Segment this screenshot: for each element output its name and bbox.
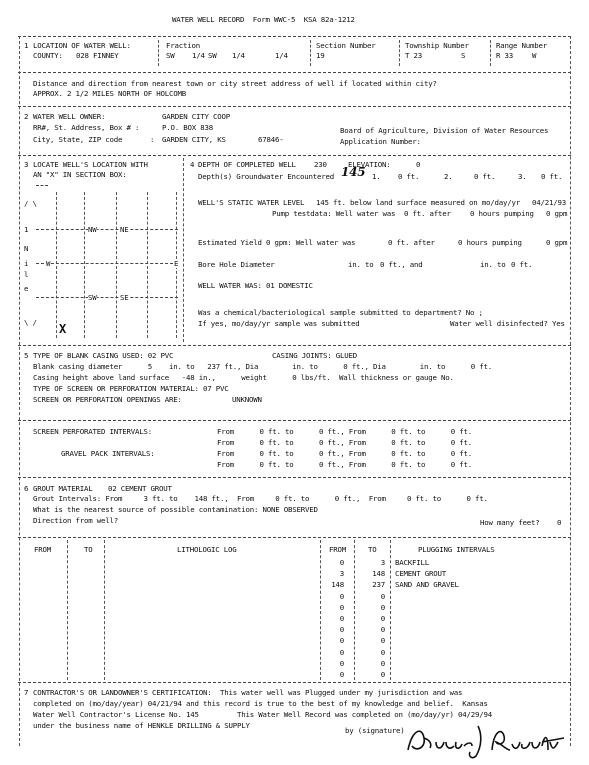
casing-joints: CASING JOINTS: GLUED bbox=[272, 351, 357, 360]
plug-desc-cell: BACKFILL bbox=[395, 558, 429, 567]
plug-to-cell: 0 bbox=[380, 658, 385, 668]
yield-value: 0 gpm: Well water was bbox=[266, 238, 356, 247]
elevation-value: 0 bbox=[416, 160, 421, 169]
s5-num: 5 bbox=[24, 351, 29, 360]
divider bbox=[18, 72, 571, 73]
log-from-header: FROM bbox=[34, 545, 51, 554]
frac3-label: 1/4 bbox=[275, 51, 288, 60]
location-x-mark: X bbox=[59, 322, 67, 336]
plug-to-cell: 0 bbox=[380, 591, 385, 601]
certification-line-3: Water Well Contractor's License No. 145 This Water Well Record was completed on (mo/day/yr) 04/29/94 bbox=[33, 710, 492, 719]
fraction-label: Fraction bbox=[166, 41, 200, 50]
pump-label: Pump testdata: Well water was bbox=[272, 209, 396, 218]
section-value: 19 bbox=[316, 51, 325, 60]
plug-from-cell: 0 bbox=[339, 558, 344, 567]
static-label: WELL'S STATIC WATER LEVEL bbox=[198, 198, 305, 207]
groundwater-label: Depth(s) Groundwater Encountered bbox=[198, 172, 334, 181]
grid-e: E bbox=[174, 259, 179, 268]
plug-to-header: TO bbox=[368, 545, 377, 554]
zip-value: 67846- bbox=[258, 135, 284, 144]
range-value: R 33 bbox=[496, 51, 513, 60]
signature-image bbox=[402, 720, 567, 760]
county-value: 028 FINNEY bbox=[76, 51, 119, 60]
plug-from-cell: 0 bbox=[339, 591, 344, 601]
grid-left-l: l bbox=[24, 270, 29, 279]
screen-openings-label: SCREEN OR PERFORATION OPENINGS ARE: bbox=[33, 395, 182, 404]
grid-left-e: e bbox=[24, 284, 29, 293]
plug-to-cell: 3 bbox=[380, 558, 385, 567]
s4-num: 4 bbox=[190, 160, 195, 169]
range-dir: W bbox=[532, 51, 537, 60]
grout-label: GROUT MATERIAL bbox=[33, 484, 93, 493]
grid-left-n: N bbox=[24, 244, 29, 253]
divider bbox=[18, 155, 571, 156]
lithologic-header: LITHOLOGIC LOG bbox=[177, 545, 237, 554]
static-value: 145 ft. below land surface measured on mo/day/yr bbox=[316, 198, 520, 207]
distance-value: APPROX. 2 1/2 MILES NORTH OF HOLCOMB bbox=[33, 89, 186, 98]
plug-to-cell: 0 bbox=[380, 636, 385, 646]
plug-from-cell: 0 bbox=[339, 658, 344, 668]
s2-num: 2 bbox=[24, 112, 29, 121]
depth-value: 230 bbox=[314, 160, 327, 169]
contamination: What is the nearest source of possible contamination: NONE OBSERVED bbox=[33, 505, 318, 514]
grid-left-i: i bbox=[24, 259, 29, 268]
plug-desc-cell: SAND AND GRAVEL bbox=[395, 580, 459, 590]
elevation-label: ELEVATION: bbox=[348, 160, 391, 169]
how-many-feet-label: How many feet? bbox=[480, 518, 540, 527]
section-label: Section Number bbox=[316, 41, 376, 50]
certification-line-2: completed on (mo/day/year) 04/21/94 and this record is true to the best of my knowledge and belief. Kansas bbox=[33, 699, 488, 708]
casing-diameter: Blank casing diameter 5 in. to 237 ft., Dia in. to 0 ft., Dia in. to 0 ft. bbox=[33, 362, 492, 371]
static-date: 04/21/93 bbox=[532, 198, 566, 207]
frac1-label: 1/4 bbox=[192, 51, 205, 60]
screen-type: TYPE OF SCREEN OR PERFORATION MATERIAL: 07 PVC bbox=[33, 384, 229, 393]
s7-num: 7 bbox=[24, 688, 29, 697]
locate-label: LOCATE WELL'S LOCATION WITH bbox=[33, 160, 148, 169]
grid-nw: NW bbox=[88, 225, 97, 234]
perforated-label: SCREEN PERFORATED INTERVALS: bbox=[33, 427, 152, 436]
township-label: Township Number bbox=[405, 41, 469, 50]
plug-from-cell: 0 bbox=[339, 625, 344, 635]
plug-from-cell: 148 bbox=[331, 580, 344, 590]
form-title: WATER WELL RECORD Form WWC-5 KSA 82a-1212 bbox=[172, 15, 355, 24]
address-value: P.O. BOX 838 bbox=[162, 123, 213, 132]
divider bbox=[18, 477, 571, 478]
grout-intervals: Grout Intervals: From 3 ft. to 148 ft., From 0 ft. to 0 ft., From 0 ft. to 0 ft. bbox=[33, 494, 488, 503]
grid-w: W bbox=[46, 259, 51, 268]
location-label: LOCATION OF WATER WELL: bbox=[33, 41, 131, 50]
plug-from-cell: 0 bbox=[339, 636, 344, 646]
divider bbox=[18, 537, 571, 538]
divider bbox=[18, 106, 571, 107]
township-value: T 23 bbox=[405, 51, 422, 60]
plug-to-cell: 0 bbox=[380, 602, 385, 612]
divider bbox=[18, 345, 571, 346]
divider bbox=[18, 36, 571, 37]
depth-label: DEPTH OF COMPLETED WELL bbox=[198, 160, 296, 169]
city-value: GARDEN CITY, KS bbox=[162, 135, 226, 144]
certification-line-4: under the business name of HENKLE DRILLING & SUPPLY bbox=[33, 721, 250, 730]
s1-num: 1 bbox=[24, 41, 29, 50]
county-label: COUNTY: bbox=[33, 51, 63, 60]
grid-sw: SW bbox=[88, 293, 97, 302]
locate-label-2: AN "X" IN SECTION BOX: bbox=[33, 170, 127, 179]
interval-row: From 0 ft. to 0 ft., From 0 ft. to 0 ft. bbox=[217, 460, 472, 469]
log-to-header: TO bbox=[84, 545, 93, 554]
township-dir: S bbox=[461, 51, 466, 60]
plug-to-cell: 0 bbox=[380, 625, 385, 635]
chem-date-label: If yes, mo/day/yr sample was submitted bbox=[198, 319, 360, 328]
frac2: SW bbox=[208, 51, 217, 60]
water-use-label: WELL WATER WAS: 01 DOMESTIC bbox=[198, 281, 313, 290]
grout-value: 02 CEMENT GROUT bbox=[108, 484, 172, 493]
plug-to-cell: 0 bbox=[380, 670, 385, 679]
distance-label: Distance and direction from nearest town or city street address of well if located within city? bbox=[33, 79, 437, 88]
right-border bbox=[570, 36, 571, 746]
plug-to-cell: 148 bbox=[372, 569, 385, 579]
plug-from-cell: 0 bbox=[339, 614, 344, 623]
left-border bbox=[19, 36, 20, 746]
plug-from-cell: 3 bbox=[339, 569, 344, 579]
plug-from-cell: 0 bbox=[339, 670, 344, 679]
interval-row: From 0 ft. to 0 ft., From 0 ft. to 0 ft. bbox=[217, 427, 472, 436]
bore-label: Bore Hole Diameter bbox=[198, 260, 275, 269]
chem-label: Was a chemical/bacteriological sample submitted to department? No ; bbox=[198, 308, 483, 317]
frac2-label: 1/4 bbox=[232, 51, 245, 60]
divider bbox=[18, 420, 571, 421]
yield-label: Estimated Yield bbox=[198, 238, 262, 247]
address-label: RR#, St. Address, Box # : bbox=[33, 123, 140, 132]
plug-to-cell: 0 bbox=[380, 614, 385, 623]
plug-from-header: FROM bbox=[329, 545, 346, 554]
plug-from-cell: 0 bbox=[339, 647, 344, 657]
how-many-feet-value: 0 bbox=[557, 518, 562, 527]
s6-num: 6 bbox=[24, 484, 29, 493]
grid-left-1: 1 bbox=[24, 225, 29, 234]
owner-value: GARDEN CITY COOP bbox=[162, 112, 230, 121]
grid-ne: NE bbox=[120, 225, 129, 234]
plug-from-cell: 0 bbox=[339, 602, 344, 612]
interval-row: From 0 ft. to 0 ft., From 0 ft. to 0 ft. bbox=[217, 449, 472, 458]
board-label: Board of Agriculture, Division of Water Resources bbox=[340, 126, 549, 135]
divider bbox=[18, 682, 571, 683]
disinfect-label: Water well disinfected? Yes bbox=[450, 319, 565, 328]
city-label: City, State, ZIP code bbox=[33, 135, 123, 144]
owner-label: WATER WELL OWNER: bbox=[33, 112, 106, 121]
groundwater-handwritten: 145 bbox=[341, 165, 366, 179]
screen-openings-value: UNKNOWN bbox=[232, 395, 262, 404]
interval-row: From 0 ft. to 0 ft., From 0 ft. to 0 ft. bbox=[217, 438, 472, 447]
plugging-header: PLUGGING INTERVALS bbox=[418, 545, 495, 554]
s3-num: 3 bbox=[24, 160, 29, 169]
plug-desc-cell: CEMENT GROUT bbox=[395, 569, 446, 579]
casing-type: TYPE OF BLANK CASING USED: 02 PVC bbox=[33, 351, 174, 360]
direction-label: Direction from well? bbox=[33, 516, 118, 525]
range-label: Range Number bbox=[496, 41, 547, 50]
gravel-label: GRAVEL PACK INTERVALS: bbox=[61, 449, 155, 458]
plug-to-cell: 237 bbox=[372, 580, 385, 590]
casing-height: Casing height above land surface -48 in., weight 0 lbs/ft. Wall thickness or gauge No. bbox=[33, 373, 454, 382]
plug-to-cell: 0 bbox=[380, 647, 385, 657]
signature-label: by (signature) bbox=[345, 726, 405, 735]
certification-line-1: CONTRACTOR'S OR LANDOWNER'S CERTIFICATION: This water well was Plugged under my jurisdiction and was bbox=[33, 688, 463, 697]
application-label: Application Number: bbox=[340, 137, 421, 146]
grid-se: SE bbox=[120, 293, 129, 302]
frac1: SW bbox=[166, 51, 175, 60]
